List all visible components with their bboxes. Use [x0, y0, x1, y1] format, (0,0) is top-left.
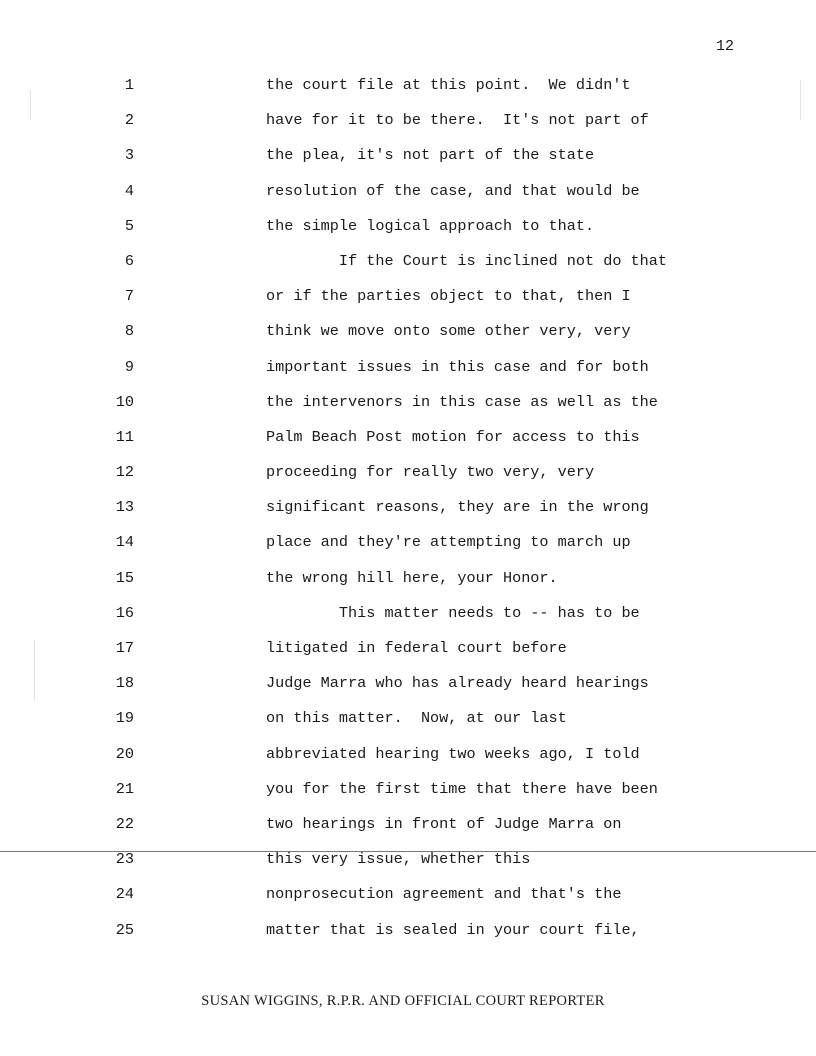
line-number: 14	[115, 533, 134, 552]
line-text: important issues in this case and for both	[266, 357, 649, 376]
line-text: This matter needs to -- has to be	[266, 603, 640, 622]
transcript-line	[0, 531, 816, 566]
transcript-line	[0, 180, 816, 215]
transcript-line	[0, 919, 816, 954]
page-number: 12	[715, 38, 734, 55]
line-number: 1	[124, 76, 134, 94]
line-number: 4	[124, 181, 134, 200]
line-text: proceeding for really two very, very	[266, 463, 595, 482]
transcript-line	[0, 848, 816, 883]
line-text: the intervenors in this case as well as the	[266, 392, 658, 411]
transcript-line	[0, 567, 816, 602]
line-text: Palm Beach Post motion for access to this	[266, 427, 640, 446]
line-number: 2	[124, 111, 134, 130]
line-text: place and they're attempting to march up	[266, 533, 631, 552]
line-text: this very issue, whether this	[266, 850, 531, 869]
line-text: or if the parties object to that, then I	[266, 287, 631, 306]
line-number: 15	[115, 568, 134, 587]
transcript-line	[0, 707, 816, 742]
line-number: 13	[115, 498, 134, 517]
scan-rule-line	[0, 851, 816, 852]
line-text: litigated in federal court before	[266, 639, 567, 657]
line-text: If the Court is inclined not do that	[266, 251, 668, 270]
line-text: significant reasons, they are in the wrong	[266, 498, 649, 517]
line-text: the simple logical approach to that.	[266, 216, 595, 235]
reporter-credit: SUSAN WIGGINS, R.P.R. AND OFFICIAL COURT REPORTER	[201, 993, 605, 1009]
transcript-line	[0, 109, 816, 144]
line-number: 16	[115, 603, 134, 622]
line-text: on this matter. Now, at our last	[266, 709, 567, 728]
line-text: abbreviated hearing two weeks ago, I told	[266, 744, 640, 763]
line-number: 5	[124, 216, 134, 235]
line-text: think we move onto some other very, very	[266, 322, 631, 341]
line-number: 18	[115, 674, 134, 693]
transcript-line	[0, 391, 816, 426]
transcript-line	[0, 285, 816, 320]
transcript-line	[0, 215, 816, 250]
transcript-line	[0, 461, 816, 496]
transcript-line	[0, 144, 816, 179]
line-text: the wrong hill here, your Honor.	[266, 568, 558, 587]
transcript-line	[0, 813, 816, 848]
transcript-line	[0, 743, 816, 778]
transcript-line	[0, 637, 816, 672]
line-text: resolution of the case, and that would be	[266, 181, 640, 200]
line-number: 23	[115, 850, 134, 869]
line-text: you for the first time that there have been	[266, 779, 658, 798]
line-number: 6	[124, 251, 134, 270]
line-number: 25	[115, 920, 134, 939]
transcript-line	[0, 356, 816, 391]
transcript-line	[0, 778, 816, 813]
line-text: matter that is sealed in your court file,	[266, 920, 640, 939]
line-text: the plea, it's not part of the state	[266, 146, 595, 165]
line-number: 8	[124, 322, 134, 341]
page-footer	[0, 993, 816, 1010]
transcript-line	[0, 883, 816, 918]
transcript-lines	[0, 74, 816, 954]
transcript-line	[0, 250, 816, 285]
transcript-line	[0, 672, 816, 707]
line-number: 9	[124, 357, 134, 376]
line-number: 3	[124, 146, 134, 165]
line-text: the court file at this point. We didn't	[266, 76, 631, 94]
transcript-line	[0, 426, 816, 461]
line-text: nonprosecution agreement and that's the	[266, 885, 622, 904]
line-number: 11	[115, 427, 134, 446]
transcript-line	[0, 74, 816, 109]
line-text: Judge Marra who has already heard hearings	[266, 674, 649, 693]
line-number: 7	[124, 287, 134, 306]
line-number: 20	[115, 744, 134, 763]
line-number: 24	[115, 885, 134, 904]
line-number: 12	[115, 463, 134, 482]
transcript-line	[0, 320, 816, 355]
line-number: 21	[115, 779, 134, 798]
line-text: have for it to be there. It's not part of	[266, 111, 649, 130]
line-number: 19	[115, 709, 134, 728]
transcript-line	[0, 496, 816, 531]
line-text: two hearings in front of Judge Marra on	[266, 814, 622, 833]
line-number: 22	[115, 814, 134, 833]
line-number: 17	[115, 639, 134, 657]
line-number: 10	[115, 392, 134, 411]
transcript-line	[0, 602, 816, 637]
